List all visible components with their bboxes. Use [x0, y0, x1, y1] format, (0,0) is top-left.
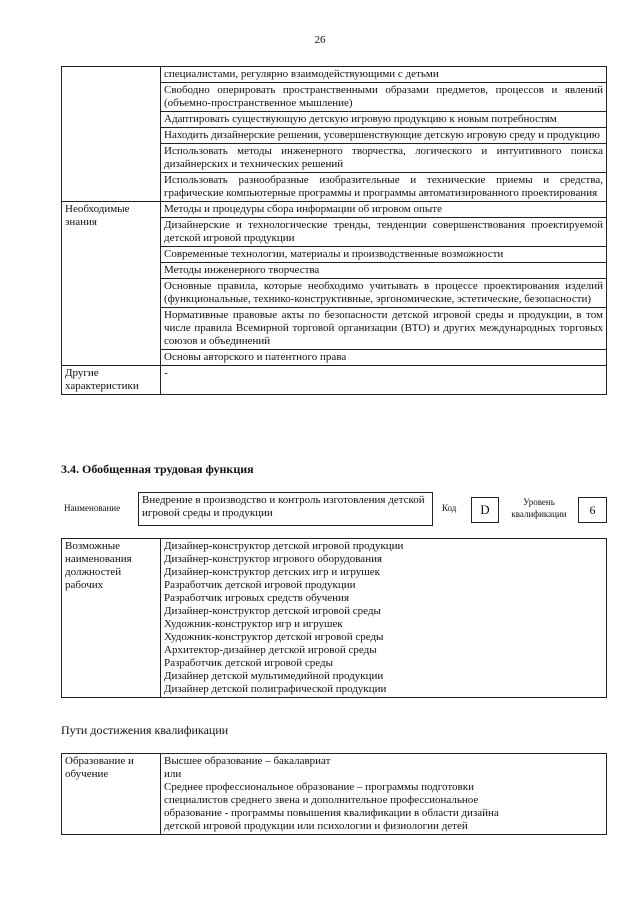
- page-number: 26: [314, 34, 326, 46]
- naming-value: Внедрение в производство и контроль изготовления детской игровой среды и продукции: [138, 492, 433, 526]
- knowledge-item: Нормативные правовые акты по безопасности детской игровой среды и продукции, в том числе правила Всемирной торговой организации (ВТО) и других международных торговых союзов и объединений: [161, 308, 607, 350]
- position-item: Дизайнер детской мультимедийной продукции: [164, 670, 384, 682]
- positions-table: [61, 538, 607, 698]
- position-item: Разработчик детской игровой продукции: [164, 579, 356, 591]
- education-line: Среднее профессиональное образование – программы подготовки: [164, 781, 474, 793]
- education-value: [161, 754, 607, 835]
- positions-label: Возможные наименования должностей рабочих: [62, 539, 161, 698]
- position-item: Дизайнер-конструктор игрового оборудования: [164, 553, 383, 565]
- skill-item: специалистами, регулярно взаимодействующими с детьми: [161, 67, 607, 83]
- naming-label: Наименование: [64, 503, 121, 513]
- qualification-level-value: 6: [578, 497, 607, 523]
- table-row: [62, 202, 607, 218]
- knowledge-item: Методы инженерного творчества: [161, 263, 607, 279]
- knowledge-item: Дизайнерские и технологические тренды, тенденции совершенствования проектируемой детской игровой продукции: [161, 218, 607, 247]
- education-line: Высшее образование – бакалавриат: [164, 755, 331, 767]
- other-value: -: [161, 366, 607, 395]
- position-item: Дизайнер-конструктор детских игр и игрушек: [164, 566, 380, 578]
- skill-item: Использовать методы инженерного творчества, логического и интуитивного поиска дизайнерских и технических решений: [161, 144, 607, 173]
- code-label: Код: [442, 503, 457, 513]
- skills-knowledge-table: [61, 66, 607, 395]
- knowledge-item: Современные технологии, материалы и производственные возможности: [161, 247, 607, 263]
- knowledge-item: Основные правила, которые необходимо учитывать в процессе проектирования изделий (функциональные, технико-конструктивные, эргономические, эстетические, безопасности): [161, 279, 607, 308]
- skills-label-cell: [62, 67, 161, 202]
- skill-item: Свободно оперировать пространственными образами предметов, процессов и явлений (объемно-пространственное мышление): [161, 83, 607, 112]
- knowledge-label: Необходимые знания: [62, 202, 161, 366]
- skill-item: Использовать разнообразные изобразительные и технические приемы и средства, графические компьютерные программы и программы автоматизированного проектирования: [161, 173, 607, 202]
- education-line: образование - программы повышения квалификации в области дизайна: [164, 807, 499, 819]
- qualification-level-label: Уровень квалификации: [511, 497, 567, 519]
- skill-item: Находить дизайнерские решения, усовершенствующие детскую игровую среду и продукцию: [161, 128, 607, 144]
- table-row: [62, 67, 607, 83]
- position-item: Дизайнер детской полиграфической продукции: [164, 683, 387, 695]
- positions-list: [161, 539, 607, 698]
- position-item: Художник-конструктор детской игровой среды: [164, 631, 384, 643]
- table-row: [62, 366, 607, 395]
- other-label: Другие характеристики: [62, 366, 161, 395]
- position-item: Художник-конструктор игр и игрушек: [164, 618, 343, 630]
- position-item: Разработчик игровых средств обучения: [164, 592, 350, 604]
- education-line: или: [164, 768, 182, 780]
- education-label: Образование и обучение: [62, 754, 161, 835]
- education-table: [61, 753, 607, 835]
- knowledge-item: Методы и процедуры сбора информации об игровом опыте: [161, 202, 607, 218]
- knowledge-item: Основы авторского и патентного права: [161, 350, 607, 366]
- position-item: Разработчик детской игровой среды: [164, 657, 333, 669]
- position-item: Дизайнер-конструктор детской игровой продукции: [164, 540, 404, 552]
- table-row: [62, 754, 607, 835]
- education-line: специалистов среднего звена и дополнительное профессиональное: [164, 794, 479, 806]
- section-heading: 3.4. Обобщенная трудовая функция: [61, 462, 254, 476]
- position-item: Архитектор-дизайнер детской игровой среды: [164, 644, 377, 656]
- table-row: [62, 539, 607, 698]
- education-line: детской игровой продукции или психологии и физиологии детей: [164, 820, 468, 832]
- code-value: D: [471, 497, 499, 523]
- skill-item: Адаптировать существующую детскую игровую продукцию к новым потребностям: [161, 112, 607, 128]
- qualification-paths-title: Пути достижения квалификации: [61, 723, 229, 737]
- position-item: Дизайнер-конструктор детской игровой среды: [164, 605, 381, 617]
